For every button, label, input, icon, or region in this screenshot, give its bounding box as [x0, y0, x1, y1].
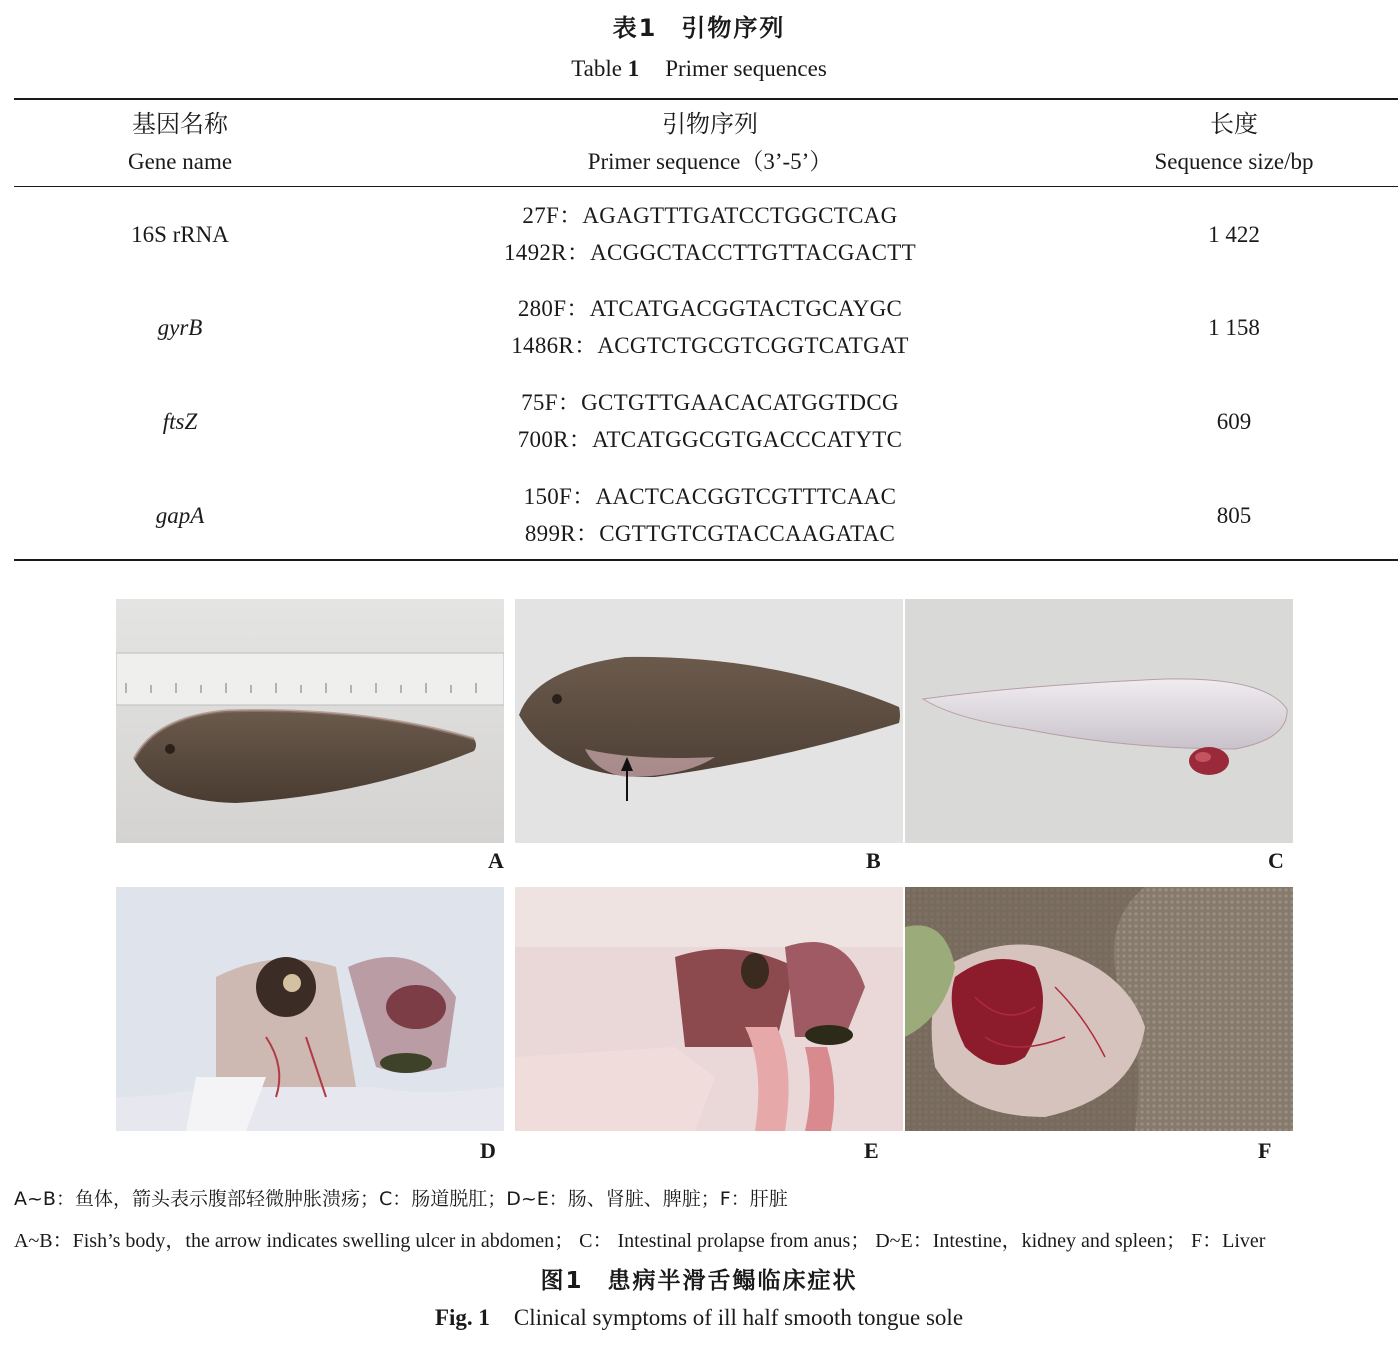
- panel-label-c: C: [1268, 848, 1284, 873]
- header-gene-name: 基因名称 Gene name: [127, 110, 233, 174]
- photo-panel-e: [515, 887, 903, 1131]
- size-cell: 805: [1216, 503, 1252, 528]
- table-bottom-rule: [14, 559, 1398, 561]
- panel-label-e: E: [864, 1138, 879, 1163]
- size-cell: 609: [1216, 409, 1252, 434]
- gene-cell: ftsZ: [162, 409, 198, 434]
- table-header-rule: [14, 186, 1398, 187]
- fish-ulcer-arrow-image: [515, 599, 903, 843]
- size-cell: 1 158: [1208, 315, 1260, 340]
- panel-label-f: F: [1258, 1138, 1272, 1163]
- photo-panel-b: [515, 599, 903, 843]
- table-title-en-word: Table: [571, 56, 628, 81]
- table-title-cn: 表1 引物序列: [612, 14, 786, 42]
- table-title-en: Table 1 Primer sequences: [571, 56, 827, 81]
- intestinal-prolapse-image: [905, 599, 1293, 843]
- liver-image: [905, 887, 1293, 1131]
- table-title-en-number: 1: [627, 56, 640, 81]
- primer-cell: 27F：AGAGTTTGATCCTGGCTCAG 1492R：ACGGCTACCTTGTTACGACTT: [503, 203, 917, 265]
- photo-panel-d: [116, 887, 504, 1131]
- figure-caption-cn: A~B：鱼体，箭头表示腹部轻微肿胀溃疡；C：肠道脱肛；D~E：肠、肾脏、脾脏；F：肝脏: [14, 1188, 788, 1210]
- panel-label-b: B: [866, 848, 881, 873]
- gene-cell: 16S rRNA: [131, 222, 229, 247]
- table-top-rule: [14, 98, 1398, 100]
- header-sequence-size: 长度 Sequence size/bp: [1154, 110, 1314, 174]
- figure-title-en: Fig. 1 Clinical symptoms of ill half smooth tongue sole: [434, 1305, 964, 1330]
- gene-cell: gyrB: [157, 315, 203, 340]
- fish-with-ruler-image: [116, 599, 504, 843]
- photo-panel-f: [905, 887, 1293, 1131]
- primer-cell: 150F：AACTCACGGTCGTTTCAAC 899R：CGTTGTCGTACCAAGATAC: [523, 484, 897, 546]
- figure-caption-en: A~B：Fish’s body，the arrow indicates swelling ulcer in abdomen； C： Intestinal prolapse from anus； D~E：Intestine，kidney and spleen； F：Liver: [14, 1230, 1266, 1252]
- gene-cell: gapA: [155, 503, 205, 528]
- panel-label-d: D: [480, 1138, 496, 1163]
- figure-title-cn: 图1 患病半滑舌鳎临床症状: [540, 1268, 858, 1294]
- size-cell: 1 422: [1208, 222, 1260, 247]
- photo-panel-c: [905, 599, 1293, 843]
- intestine-kidney-spleen-image-e: [515, 887, 903, 1131]
- primer-cell: 75F：GCTGTTGAACACATGGTDCG 700R：ATCATGGCGTGACCCATYTC: [517, 390, 903, 452]
- intestine-kidney-spleen-image-d: [116, 887, 504, 1131]
- primer-cell: 280F：ATCATGACGGTACTGCAYGC 1486R：ACGTCTGCGTCGGTCATGAT: [511, 296, 909, 358]
- panel-label-a: A: [488, 848, 504, 873]
- table-title-en-label: [571, 56, 639, 81]
- header-primer-sequence: 引物序列 Primer sequence（3’-5’）: [587, 110, 833, 174]
- photo-panel-a: [116, 599, 504, 843]
